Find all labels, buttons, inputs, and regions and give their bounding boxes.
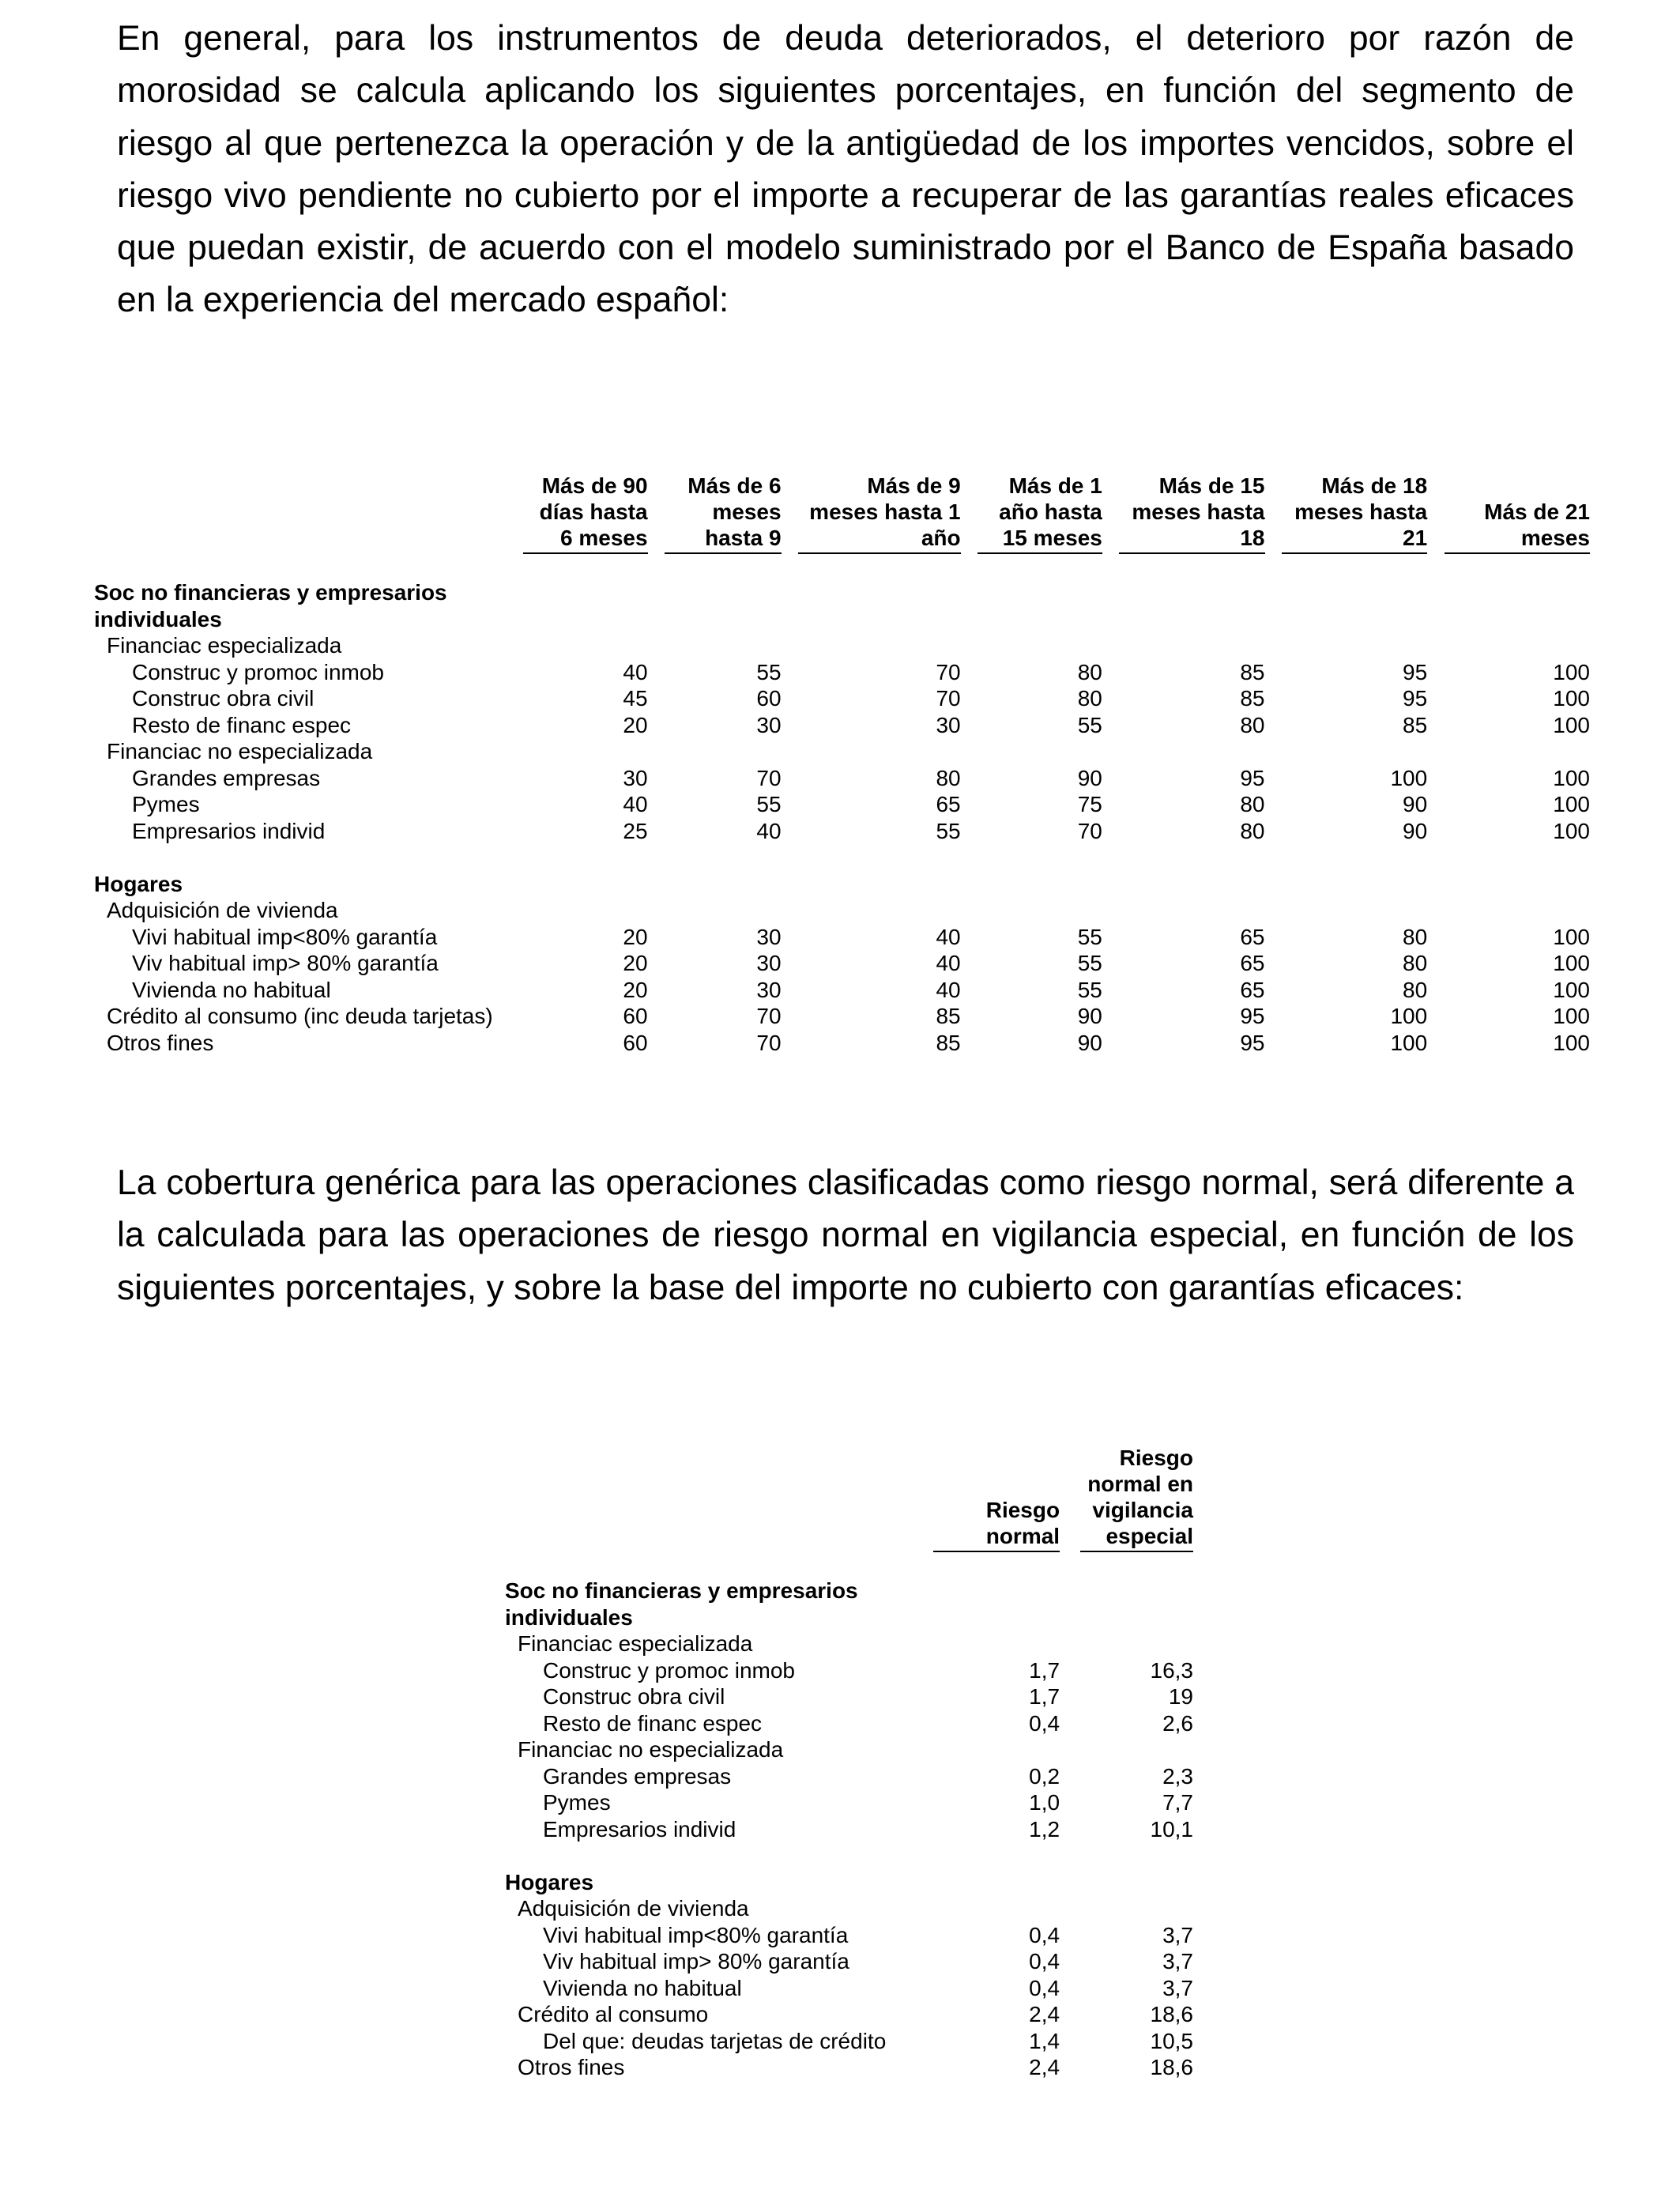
row-label: Empresarios individ	[543, 1816, 736, 1842]
cell-value: 40	[936, 977, 961, 1002]
table2-subgroup-fin-noesp: Financiac no especializada	[518, 1737, 784, 1762]
cell-value: 100	[1553, 924, 1590, 949]
row-label: Pymes	[132, 792, 200, 816]
table1-row	[94, 685, 1590, 712]
table1-header-col-7: Más de 21 meses	[1445, 473, 1590, 554]
cell-value: 100	[1553, 712, 1590, 737]
cell-value: 1,7	[1029, 1684, 1060, 1709]
cell-value: 85	[1240, 659, 1265, 684]
cell-value: 95	[1240, 765, 1265, 790]
cell-value: 100	[1553, 686, 1590, 711]
cell-value: 70	[936, 659, 961, 684]
cell-value: 30	[756, 712, 782, 737]
table2-row	[505, 2001, 1193, 2028]
table1-group-soc: Soc no financieras y empresarios individuales	[94, 580, 447, 631]
cell-value: 95	[1403, 659, 1428, 684]
cell-value: 70	[756, 1004, 782, 1028]
cell-value: 20	[623, 951, 648, 975]
table1-header-blank	[94, 473, 523, 554]
cell-value: 55	[756, 792, 782, 816]
table2-row	[505, 1948, 1193, 1975]
cell-value: 30	[623, 765, 648, 790]
cell-value: 80	[1240, 818, 1265, 843]
cell-value: 90	[1077, 1004, 1102, 1028]
table2-group-soc: Soc no financieras y empresarios individuales	[505, 1578, 858, 1630]
cell-value: 100	[1390, 1030, 1428, 1055]
cell-value: 65	[1240, 977, 1265, 1002]
cell-value: 55	[756, 659, 782, 684]
cell-value: 30	[756, 951, 782, 975]
cell-value: 40	[936, 951, 961, 975]
row-label: Del que: deudas tarjetas de crédito	[543, 2028, 887, 2053]
cell-value: 55	[1077, 712, 1102, 737]
cell-value: 65	[1240, 924, 1265, 949]
cell-value: 3,7	[1162, 1975, 1193, 2000]
cell-value: 16,3	[1150, 1657, 1193, 1683]
generic-coverage-table	[505, 1445, 1193, 2081]
table1-row	[94, 924, 1590, 951]
table1-row	[94, 659, 1590, 686]
cell-value: 18,6	[1150, 2055, 1193, 2079]
cell-value: 2,3	[1162, 1763, 1193, 1789]
table1-header-row	[94, 473, 1590, 554]
table1-group-hogares: Hogares	[94, 871, 183, 896]
cell-value: 100	[1553, 977, 1590, 1002]
cell-value: 80	[1403, 951, 1428, 975]
table2-row	[505, 1922, 1193, 1949]
table2-header-vigilancia-especial: Riesgo normal en vigilancia especial	[1080, 1445, 1193, 1552]
table1-row	[94, 1003, 1590, 1030]
row-label: Grandes empresas	[543, 1763, 732, 1789]
table2-header-row	[505, 1445, 1193, 1552]
table2-row	[505, 1683, 1193, 1710]
table2-row	[505, 1816, 1193, 1843]
table1-header-col-4: Más de 1 año hasta 15 meses	[977, 473, 1102, 554]
cell-value: 100	[1553, 951, 1590, 975]
cell-value: 80	[1403, 924, 1428, 949]
row-label: Otros fines	[107, 1030, 214, 1055]
cell-value: 95	[1240, 1004, 1265, 1028]
table2-subgroup-adq-viv: Adquisición de vivienda	[518, 1896, 749, 1921]
cell-value: 10,1	[1150, 1816, 1193, 1842]
cell-value: 25	[623, 818, 648, 843]
cell-value: 80	[1240, 792, 1265, 816]
table1-subgroup-fin-noesp: Financiac no especializada	[107, 739, 373, 763]
cell-value: 70	[1077, 818, 1102, 843]
table1-subgroup-fin-esp: Financiac especializada	[107, 633, 342, 658]
row-label: Construc obra civil	[543, 1684, 725, 1709]
impairment-percentages-table	[94, 473, 1590, 1056]
cell-value: 80	[936, 765, 961, 790]
cell-value: 100	[1553, 1030, 1590, 1055]
table1-row	[94, 950, 1590, 977]
cell-value: 1,4	[1029, 2028, 1060, 2053]
table1-header-col-2: Más de 6 meses hasta 9	[665, 473, 782, 554]
cell-value: 60	[623, 1004, 648, 1028]
cell-value: 0,4	[1029, 1975, 1060, 2000]
cell-value: 2,4	[1029, 2055, 1060, 2079]
table1-header-col-1: Más de 90 días hasta 6 meses	[523, 473, 648, 554]
cell-value: 0,2	[1029, 1763, 1060, 1789]
cell-value: 100	[1390, 765, 1428, 790]
cell-value: 20	[623, 977, 648, 1002]
table2-header-blank	[505, 1445, 933, 1552]
row-label: Construc obra civil	[132, 686, 315, 711]
table1-row	[94, 765, 1590, 792]
table1-row	[94, 791, 1590, 818]
cell-value: 55	[936, 818, 961, 843]
row-label: Pymes	[543, 1790, 611, 1815]
row-label: Viv habitual imp> 80% garantía	[132, 951, 439, 975]
cell-value: 1,7	[1029, 1657, 1060, 1683]
cell-value: 0,4	[1029, 1949, 1060, 1973]
row-label: Crédito al consumo	[518, 2002, 709, 2026]
cell-value: 90	[1077, 765, 1102, 790]
cell-value: 2,4	[1029, 2002, 1060, 2026]
cell-value: 60	[623, 1030, 648, 1055]
cell-value: 65	[1240, 951, 1265, 975]
cell-value: 80	[1403, 977, 1428, 1002]
row-label: Resto de financ espec	[543, 1710, 763, 1736]
cell-value: 40	[623, 792, 648, 816]
table2-subgroup-fin-esp: Financiac especializada	[518, 1631, 753, 1656]
cell-value: 2,6	[1162, 1710, 1193, 1736]
row-label: Construc y promoc inmob	[132, 659, 385, 684]
cell-value: 7,7	[1162, 1790, 1193, 1815]
row-label: Vivi habitual imp<80% garantía	[543, 1922, 849, 1947]
table2-header-riesgo-normal: Riesgo normal	[933, 1445, 1060, 1552]
cell-value: 1,0	[1029, 1790, 1060, 1815]
cell-value: 45	[623, 686, 648, 711]
row-label: Vivienda no habitual	[132, 977, 331, 1002]
cell-value: 80	[1077, 659, 1102, 684]
cell-value: 70	[756, 1030, 782, 1055]
cell-value: 0,4	[1029, 1710, 1060, 1736]
table2-group-hogares: Hogares	[505, 1869, 594, 1894]
cell-value: 60	[756, 686, 782, 711]
cell-value: 40	[936, 924, 961, 949]
cell-value: 30	[756, 924, 782, 949]
row-label: Vivienda no habitual	[543, 1975, 742, 2000]
table1-row	[94, 977, 1590, 1004]
cell-value: 95	[1403, 686, 1428, 711]
cell-value: 55	[1077, 977, 1102, 1002]
second-paragraph: La cobertura genérica para las operaciones clasificadas como riesgo normal, será diferente a la calculada para las operaciones de riesgo normal en vigilancia especial, en función de los siguientes porcentajes, y sobre la base del importe no cubierto con garantías eficaces:	[117, 1163, 1574, 1307]
row-label: Crédito al consumo (inc deuda tarjetas)	[107, 1004, 493, 1028]
row-label: Resto de financ espec	[132, 712, 352, 737]
cell-value: 40	[623, 659, 648, 684]
cell-value: 10,5	[1150, 2028, 1193, 2053]
cell-value: 100	[1553, 792, 1590, 816]
cell-value: 80	[1077, 686, 1102, 711]
table2-row	[505, 2028, 1193, 2055]
cell-value: 85	[1240, 686, 1265, 711]
cell-value: 85	[936, 1004, 961, 1028]
cell-value: 90	[1077, 1030, 1102, 1055]
cell-value: 100	[1553, 659, 1590, 684]
table2-row	[505, 1657, 1193, 1684]
cell-value: 80	[1240, 712, 1265, 737]
cell-value: 100	[1553, 818, 1590, 843]
cell-value: 90	[1403, 818, 1428, 843]
cell-value: 65	[936, 792, 961, 816]
cell-value: 3,7	[1162, 1922, 1193, 1947]
cell-value: 19	[1168, 1684, 1193, 1709]
row-label: Otros fines	[518, 2055, 625, 2079]
cell-value: 0,4	[1029, 1922, 1060, 1947]
cell-value: 30	[936, 712, 961, 737]
cell-value: 100	[1390, 1004, 1428, 1028]
table1-subgroup-adq-viv: Adquisición de vivienda	[107, 898, 338, 922]
cell-value: 18,6	[1150, 2002, 1193, 2026]
cell-value: 3,7	[1162, 1949, 1193, 1973]
cell-value: 85	[936, 1030, 961, 1055]
cell-value: 90	[1403, 792, 1428, 816]
table2-row	[505, 1975, 1193, 2002]
table1-header-col-3: Más de 9 meses hasta 1 año	[798, 473, 961, 554]
cell-value: 70	[756, 765, 782, 790]
table2-row	[505, 1710, 1193, 1737]
row-label: Empresarios individ	[132, 818, 326, 843]
table1-header-col-5: Más de 15 meses hasta 18	[1119, 473, 1264, 554]
row-label: Construc y promoc inmob	[543, 1657, 796, 1683]
cell-value: 100	[1553, 765, 1590, 790]
cell-value: 40	[756, 818, 782, 843]
table1-row	[94, 818, 1590, 845]
table1-header-col-6: Más de 18 meses hasta 21	[1282, 473, 1427, 554]
cell-value: 70	[936, 686, 961, 711]
table2-row	[505, 1789, 1193, 1816]
row-label: Vivi habitual imp<80% garantía	[132, 924, 438, 949]
table1-row	[94, 1030, 1590, 1057]
cell-value: 55	[1077, 924, 1102, 949]
row-label: Grandes empresas	[132, 765, 321, 790]
cell-value: 20	[623, 924, 648, 949]
intro-paragraph: En general, para los instrumentos de deuda deteriorados, el deterioro por razón de morosidad se calcula aplicando los siguientes porcentajes, en función del segmento de riesgo al que pertenezca la operación y de la antigüedad de los importes vencidos, sobre el riesgo vivo pendiente no cubierto por el importe a recuperar de las garantías reales eficaces que puedan existir, de acuerdo con el modelo suministrado por el Banco de España basado en la experiencia del mercado español:	[117, 19, 1574, 320]
cell-value: 1,2	[1029, 1816, 1060, 1842]
cell-value: 55	[1077, 951, 1102, 975]
table1-row	[94, 712, 1590, 739]
row-label: Viv habitual imp> 80% garantía	[543, 1949, 849, 1973]
cell-value: 85	[1403, 712, 1428, 737]
cell-value: 95	[1240, 1030, 1265, 1055]
cell-value: 30	[756, 977, 782, 1002]
table2-row	[505, 1763, 1193, 1790]
cell-value: 20	[623, 712, 648, 737]
table2-row	[505, 2054, 1193, 2081]
cell-value: 75	[1077, 792, 1102, 816]
cell-value: 100	[1553, 1004, 1590, 1028]
